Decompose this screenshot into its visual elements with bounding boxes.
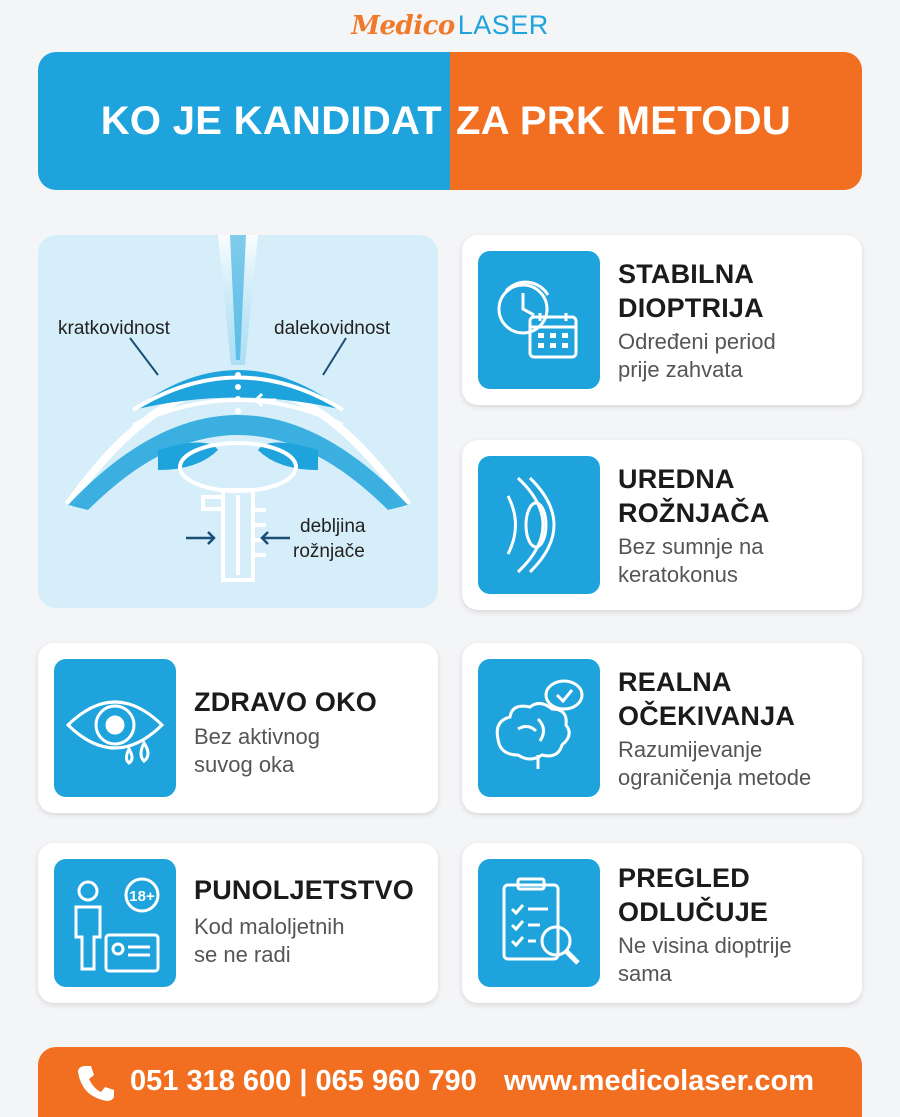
title-banner — [38, 52, 862, 190]
card-cornea — [462, 440, 862, 610]
contact-footer — [38, 1047, 862, 1117]
card-exam-decides — [462, 843, 862, 1003]
card-title-line1: UREDNA — [618, 464, 735, 494]
phone-icon — [74, 1061, 118, 1105]
card-stable-diopter — [462, 235, 862, 405]
clipboard-search-icon — [478, 859, 600, 987]
card-adulthood — [38, 843, 438, 1003]
card-title-line1: REALNA — [618, 667, 732, 697]
card-title-line2: ROŽNJAČA — [618, 498, 770, 528]
label-hyperopia: dalekovidnost — [274, 318, 391, 339]
website-link[interactable]: www.medicolaser.com — [504, 1065, 814, 1097]
eye-drop-icon — [54, 659, 176, 797]
card-title-line1: PUNOLJETSTVO — [194, 875, 414, 905]
svg-text:18+: 18+ — [129, 888, 155, 905]
banner-left — [38, 52, 450, 190]
brain-icon — [478, 659, 600, 797]
card-desc-line1: Kod maloljetnih — [194, 914, 345, 939]
adult-18-icon — [54, 859, 176, 987]
banner-left-text: KO JE KANDIDAT — [100, 98, 442, 143]
banner-right — [450, 52, 862, 190]
phone-numbers[interactable]: 051 318 600 | 065 960 790 — [130, 1065, 477, 1097]
card-desc-line1: Razumijevanje — [618, 737, 763, 762]
clock-calendar-icon — [478, 251, 600, 389]
card-title-line1: PREGLED — [618, 863, 750, 893]
banner-right-text: ZA PRK METODU — [456, 98, 792, 143]
logo — [0, 10, 900, 46]
card-desc-line2: sama — [618, 961, 672, 986]
logo-script: Medico — [351, 11, 455, 41]
card-expectations — [462, 643, 862, 813]
card-title-line2: ODLUČUJE — [618, 897, 769, 927]
eye-cross-section-illustration — [38, 235, 438, 608]
card-desc-line1: Bez sumnje na — [618, 534, 764, 559]
card-title-line1: ZDRAVO OKO — [194, 687, 377, 717]
label-thickness-line2: rožnjače — [293, 541, 365, 562]
label-thickness-line1: debljina — [300, 516, 366, 537]
logo-brand: LASER — [457, 10, 549, 40]
card-desc-line2: se ne radi — [194, 942, 291, 967]
card-desc-line2: ograničenja metode — [618, 765, 812, 790]
card-title-line1: STABILNA — [618, 259, 755, 289]
eye-diagram — [38, 235, 438, 608]
card-healthy-eye — [38, 643, 438, 813]
card-desc-line1: Određeni period — [618, 329, 776, 354]
label-myopia: kratkovidnost — [58, 318, 170, 339]
card-title-line2: OČEKIVANJA — [618, 701, 796, 731]
card-desc-line2: suvog oka — [194, 752, 295, 777]
card-desc-line2: prije zahvata — [618, 357, 743, 382]
card-title-line2: DIOPTRIJA — [618, 293, 764, 323]
card-desc-line1: Bez aktivnog — [194, 724, 320, 749]
card-desc-line1: Ne visina dioptrije — [618, 933, 792, 958]
cornea-icon — [478, 456, 600, 594]
card-desc-line2: keratokonus — [618, 562, 738, 587]
